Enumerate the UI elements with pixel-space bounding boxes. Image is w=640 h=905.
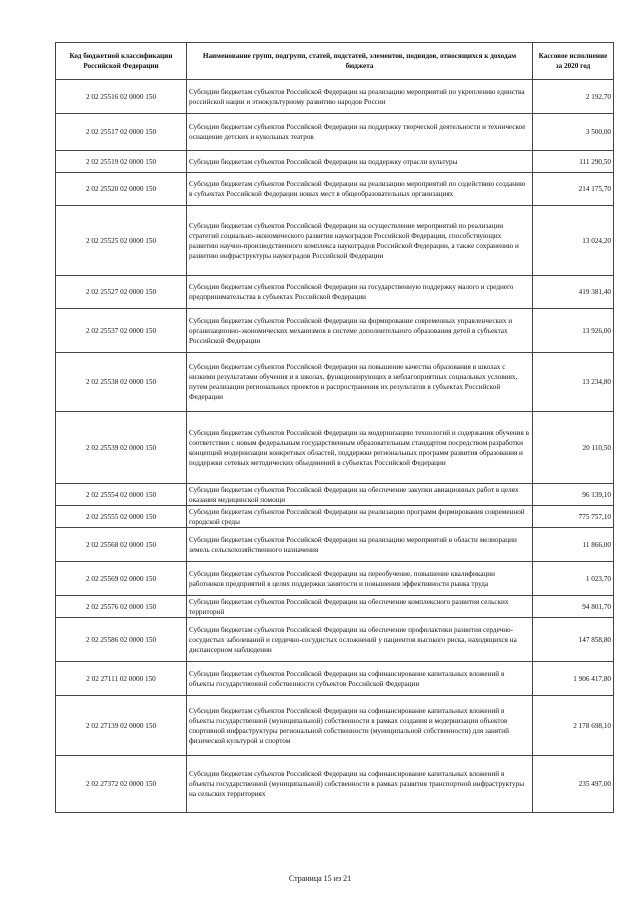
- row-name: Субсидии бюджетам субъектов Российской Федерации на обеспечение профилактики развития сердечно-сосудистых заболеваний и сердечно-сосудистых осложнений у пациентов высокого риска, находящихся на диспансерном наблюдении: [187, 618, 533, 662]
- row-code: 2 02 25520 02 0000 150: [56, 173, 187, 206]
- row-amount: 20 110,50: [533, 412, 614, 484]
- row-amount: 214 175,70: [533, 173, 614, 206]
- row-name: Субсидии бюджетам субъектов Российской Федерации на повышение качества образования в школах с низкими результатами обучения и в школах, функционирующих в неблагоприятных социальных условиях, путем реализации региональных проектов и распространения их результатов в субъектах Российской Федерации: [187, 353, 533, 412]
- row-code: 2 02 25527 02 0000 150: [56, 276, 187, 309]
- row-amount: 94 801,70: [533, 596, 614, 618]
- row-name: Субсидии бюджетам субъектов Российской Федерации на модернизацию технологий и содержания обучения в соответствии с новым федеральным государственным образовательным стандартом посредством разработки концепций модернизации конкретных областей, поддержки региональных программ развития образования и поддержки сетевых методических объединений в субъектах Российской Федерации: [187, 412, 533, 484]
- row-code: 2 02 25537 02 0000 150: [56, 309, 187, 353]
- row-name: Субсидии бюджетам субъектов Российской Федерации на реализацию мероприятий по содействию созданию в субъектах Российской Федерации новых мест в общеобразовательных организациях: [187, 173, 533, 206]
- row-name: Субсидии бюджетам субъектов Российской Федерации на софинансирование капитальных вложений в объекты государственной (муниципальной) собственности в рамках развития транспортной инфраструктуры на сельских территориях: [187, 756, 533, 813]
- budget-table: [55, 42, 614, 813]
- row-amount: 775 757,10: [533, 506, 614, 528]
- table-row: [56, 528, 614, 562]
- row-amount: 419 381,40: [533, 276, 614, 309]
- row-code: 2 02 25586 02 0000 150: [56, 618, 187, 662]
- table-row: [56, 484, 614, 506]
- row-name: Субсидии бюджетам субъектов Российской Федерации на поддержку творческой деятельности и техническое оснащение детских и кукольных театров: [187, 114, 533, 151]
- row-code: 2 02 25555 02 0000 150: [56, 506, 187, 528]
- header-amount: Кассовое исполнение за 2020 год: [533, 43, 614, 80]
- row-code: 2 02 27111 02 0000 150: [56, 662, 187, 696]
- page-number: Страница 15 из 21: [288, 874, 352, 883]
- row-code: 2 02 25519 02 0000 150: [56, 151, 187, 173]
- row-amount: 96 139,10: [533, 484, 614, 506]
- table-row: [56, 662, 614, 696]
- table-row: [56, 756, 614, 813]
- row-amount: 1 023,70: [533, 562, 614, 596]
- row-amount: 111 290,50: [533, 151, 614, 173]
- row-code: 2 02 27139 02 0000 150: [56, 696, 187, 756]
- table-row: [56, 696, 614, 756]
- row-code: 2 02 25516 02 0000 150: [56, 80, 187, 114]
- row-amount: 13 024,20: [533, 206, 614, 276]
- row-code: 2 02 25539 02 0000 150: [56, 412, 187, 484]
- table-row: [56, 309, 614, 353]
- row-amount: 235 497,00: [533, 756, 614, 813]
- row-name: Субсидии бюджетам субъектов Российской Федерации на формирование современных управленческих и организационно-экономических механизмов в системе дополнительного образования детей в субъектах Российской Федерации: [187, 309, 533, 353]
- table-row: [56, 173, 614, 206]
- table-header-row: [56, 43, 614, 80]
- row-code: 2 02 25568 02 0000 150: [56, 528, 187, 562]
- budget-table-container: [55, 42, 613, 813]
- table-row: [56, 114, 614, 151]
- table-row: [56, 276, 614, 309]
- table-row: [56, 151, 614, 173]
- table-row: [56, 412, 614, 484]
- row-amount: 3 500,00: [533, 114, 614, 151]
- row-name: Субсидии бюджетам субъектов Российской Федерации на переобучение, повышение квалификации работников предприятий в целях поддержки занятости и повышения эффективности рынка труда: [187, 562, 533, 596]
- row-name: Субсидии бюджетам субъектов Российской Федерации на поддержку отрасли культуры: [187, 151, 533, 173]
- table-row: [56, 206, 614, 276]
- row-code: 2 02 25569 02 0000 150: [56, 562, 187, 596]
- row-name: Субсидии бюджетам субъектов Российской Федерации на обеспечение закупки авиационных работ в целях оказания медицинской помощи: [187, 484, 533, 506]
- row-name: Субсидии бюджетам субъектов Российской Федерации на реализацию программ формирования современной городской среды: [187, 506, 533, 528]
- table-row: [56, 618, 614, 662]
- row-amount: 147 858,80: [533, 618, 614, 662]
- row-code: 2 02 25525 02 0000 150: [56, 206, 187, 276]
- row-name: Субсидии бюджетам субъектов Российской Федерации на государственную поддержку малого и среднего предпринимательства в субъектах Российской Федерации: [187, 276, 533, 309]
- row-name: Субсидии бюджетам субъектов Российской Федерации на реализацию мероприятий по укреплению единства российской нации и этнокультурному развитию народов России: [187, 80, 533, 114]
- row-name: Субсидии бюджетам субъектов Российской Федерации на обеспечение комплексного развития сельских территорий: [187, 596, 533, 618]
- header-code: Код бюджетной классификации Российской Федерации: [56, 43, 187, 80]
- row-amount: 2 178 698,10: [533, 696, 614, 756]
- row-code: 2 02 27372 02 0000 150: [56, 756, 187, 813]
- row-code: 2 02 25517 02 0000 150: [56, 114, 187, 151]
- row-name: Субсидии бюджетам субъектов Российской Федерации на реализацию мероприятий в области мелиорации земель сельскохозяйственного назначения: [187, 528, 533, 562]
- table-row: [56, 353, 614, 412]
- row-amount: 2 192,70: [533, 80, 614, 114]
- table-row: [56, 80, 614, 114]
- row-amount: 11 866,00: [533, 528, 614, 562]
- row-name: Субсидии бюджетам субъектов Российской Федерации на софинансирование капитальных вложений в объекты государственной собственности субъектов Российской Федерации: [187, 662, 533, 696]
- row-code: 2 02 25576 02 0000 150: [56, 596, 187, 618]
- table-row: [56, 506, 614, 528]
- table-row: [56, 596, 614, 618]
- table-row: [56, 562, 614, 596]
- row-amount: 13 926,00: [533, 309, 614, 353]
- row-amount: 13 234,80: [533, 353, 614, 412]
- row-name: Субсидии бюджетам субъектов Российской Федерации на осуществление мероприятий по реализации стратегий социально-экономического развития наукоградов Российской Федерации, способствующих развитию научно-производственного комплекса наукоградов Российской Федерации, а также сохранению и развитию инфраструктуры наукоградов Российской Федерации: [187, 206, 533, 276]
- row-amount: 1 906 417,80: [533, 662, 614, 696]
- header-name: Наименование групп, подгрупп, статей, подстатей, элементов, подвидов, относящихся к доходам бюджета: [187, 43, 533, 80]
- row-name: Субсидии бюджетам субъектов Российской Федерации на софинансирование капитальных вложений в объекты государственной (муниципальной) собственности в рамках создания и модернизации объектов спортивной инфраструктуры региональной собственности (муниципальной собственности) для занятий физической культурой и спортом: [187, 696, 533, 756]
- row-code: 2 02 25538 02 0000 150: [56, 353, 187, 412]
- row-code: 2 02 25554 02 0000 150: [56, 484, 187, 506]
